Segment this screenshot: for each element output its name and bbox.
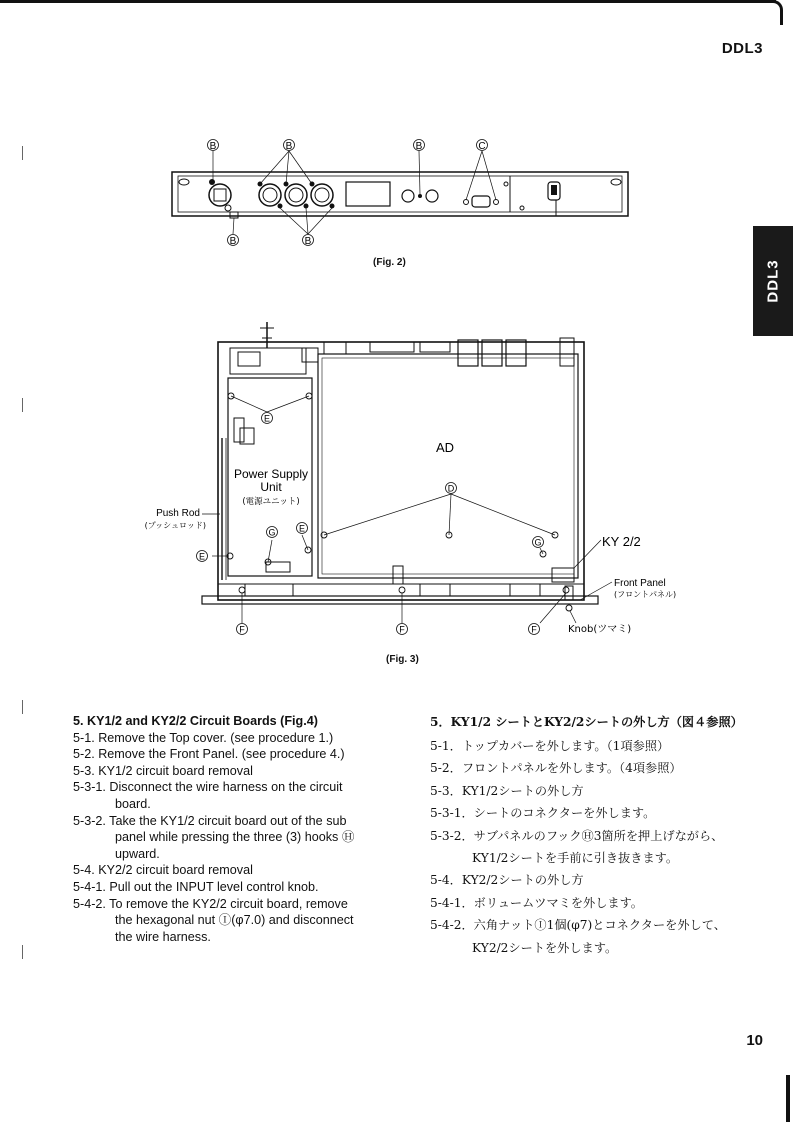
step-5-3-1-jp: 5-3-1．シートのコネクターを外します。 xyxy=(430,806,656,821)
step-5-4-2-jp-cont: KY2/2シートを外します。 xyxy=(472,940,618,955)
fig3-callout-f: F xyxy=(531,624,537,635)
step-5-3-jp: 5-3．KY1/2シートの外し方 xyxy=(430,783,584,798)
side-tab-label: DDL3 xyxy=(764,259,782,303)
fig2-callout-b: B xyxy=(209,141,217,152)
binding-mark xyxy=(22,700,23,714)
step-5-4-1-jp: 5-4-1．ボリュームツマミを外します。 xyxy=(430,895,643,910)
step-5-3-2-en-cont: panel while pressing the three (3) hooks Ⓗ xyxy=(115,830,355,845)
fig3-callout-e: E xyxy=(263,413,271,424)
step-5-3-en: 5-3. KY1/2 circuit board removal xyxy=(73,763,253,778)
fig3-callout-e: E xyxy=(198,551,206,562)
step-5-4-en: 5-4. KY2/2 circuit board removal xyxy=(73,863,253,878)
page-model-header: DDL3 xyxy=(721,40,763,57)
fig3-callout-g: G xyxy=(268,527,276,538)
fig3-label-psu-line2: Unit xyxy=(260,480,282,494)
fig3-top-view-diagram xyxy=(140,318,677,638)
step-5-4-2-jp: 5-4-2．六角ナットⒾ1個(φ7)とコネクターを外して、 xyxy=(430,918,726,933)
fig2-callout-c: C xyxy=(478,141,486,152)
step-5-3-2-jp: 5-3-2．サブパネルのフックⒽ3箇所を押上げながら、 xyxy=(430,828,724,843)
fig2-callout-b: B xyxy=(415,141,423,152)
step-5-3-1-en: 5-3-1. Disconnect the wire harness on the circuit xyxy=(73,780,343,795)
fig2-callout-b: B xyxy=(229,236,237,247)
fig3-label-push-rod: Push Rod xyxy=(156,508,200,519)
fig2-caption: (Fig. 2) xyxy=(373,257,406,268)
step-5-4-2-en: 5-4-2. To remove the KY2/2 circuit board, remove xyxy=(73,896,348,911)
step-5-1-en: 5-1. Remove the Top cover. (see procedure 1.) xyxy=(73,730,334,745)
fig3-callout-d: D xyxy=(447,483,455,494)
fig3-callout-f: F xyxy=(239,624,245,635)
fig3-label-psu-jp: (電源ユニット) xyxy=(242,497,300,507)
step-5-4-2-en-cont: the hexagonal nut Ⓘ(φ7.0) and disconnect xyxy=(115,913,354,928)
side-tab xyxy=(753,226,793,336)
fig3-callout-e: E xyxy=(298,523,306,534)
fig3-label-knob: Knob(ツマミ) xyxy=(568,624,632,635)
top-right-corner xyxy=(770,0,783,25)
step-5-1-jp: 5-1．トップカバーを外します。（1項参照） xyxy=(430,739,670,753)
binding-mark xyxy=(22,398,23,412)
step-5-4-jp: 5-4．KY2/2シートの外し方 xyxy=(430,873,584,888)
step-5-3-2-en-cont2: upward. xyxy=(115,846,160,861)
japanese-instructions xyxy=(430,713,760,959)
fig3-label-ad: AD xyxy=(435,440,455,455)
fig3-callout-g: G xyxy=(534,537,542,548)
right-edge-bar xyxy=(786,1075,790,1122)
binding-mark xyxy=(22,146,23,160)
step-5-3-2-jp-cont: KY1/2シートを手前に引き抜きます。 xyxy=(472,851,679,866)
binding-mark xyxy=(22,945,23,959)
step-5-4-1-en: 5-4-1. Pull out the INPUT level control knob. xyxy=(73,879,319,894)
section-title-en: 5. KY1/2 and KY2/2 Circuit Boards (Fig.4) xyxy=(73,714,318,728)
fig3-caption: (Fig. 3) xyxy=(386,654,419,665)
step-5-4-2-en-cont2: the wire harness. xyxy=(115,929,211,944)
english-instructions xyxy=(73,713,393,945)
fig3-label-ky22: KY 2/2 xyxy=(602,534,641,549)
fig3-label-push-rod-jp: (プッシュロッド) xyxy=(144,521,206,530)
fig3-label-front-panel-jp: (フロントパネル) xyxy=(614,590,677,599)
step-5-3-1-en-cont: board. xyxy=(115,796,151,811)
fig3-label-psu-line1: Power Supply xyxy=(233,467,309,481)
step-5-2-en: 5-2. Remove the Front Panel. (see procedure 4.) xyxy=(73,747,345,762)
step-5-2-jp: 5-2．フロントパネルを外します。（4項参照） xyxy=(430,761,682,776)
fig2-rear-panel-diagram xyxy=(160,130,640,260)
fig3-callout-f: F xyxy=(399,624,405,635)
page-number: 10 xyxy=(746,1032,763,1049)
step-5-3-2-en: 5-3-2. Take the KY1/2 circuit board out of the sub xyxy=(73,813,347,828)
top-border xyxy=(0,0,776,3)
section-title-jp: 5．KY1/2 シートとKY2/2シートの外し方（図４参照） xyxy=(430,715,743,729)
fig3-label-front-panel: Front Panel xyxy=(614,578,666,589)
fig2-callout-b: B xyxy=(304,236,312,247)
fig2-callout-b: B xyxy=(285,141,293,152)
